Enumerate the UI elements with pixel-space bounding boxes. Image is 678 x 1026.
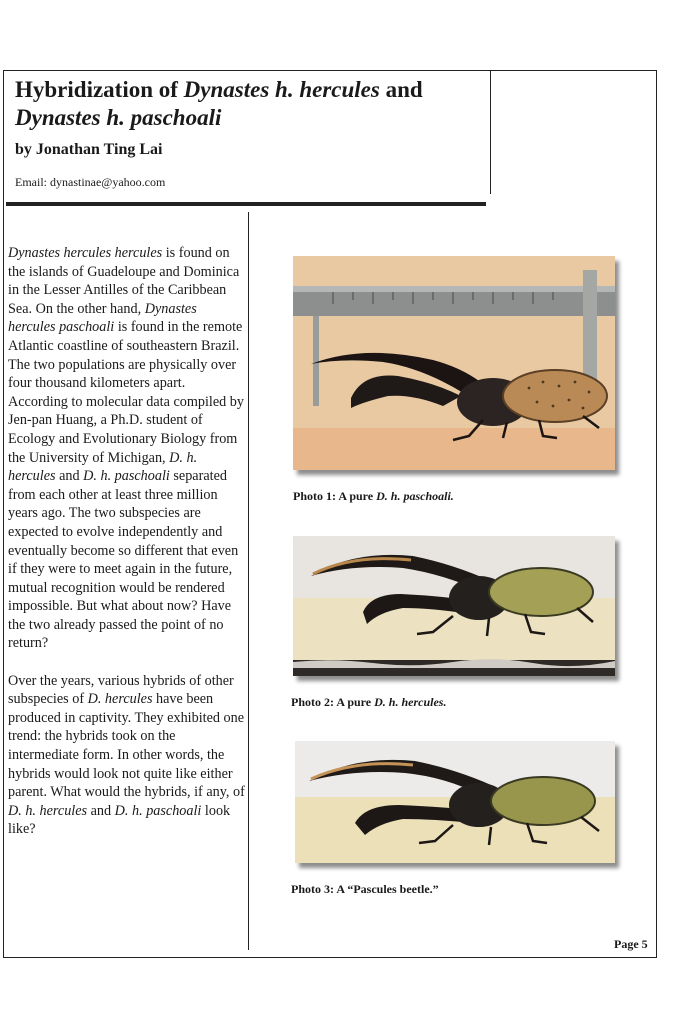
paragraph-1: Dynastes hercules hercules is found on the islands of Guadeloupe and Dominica in the Lesser Antilles of the Caribbean Sea. On the other hand, Dynastes hercules paschoali is found in the remote Atlantic coastline of southeastern Brazil. The two populations are physically over four thousand kilometers apart. According to molecular data compiled by Jen-pan Huang, a Ph.D. student of Ecology and Evolutionary Biology from the University of Michigan, D. h. hercules and D. h. paschoali separated from each other at least three million years ago. The two subspecies are expected to evolve independently and eventually become so different that even if they were to meet again in the future, mutual recognition would be rendered impossible. But what about now? Have the two already passed the point of no return? — [8, 245, 244, 652]
photo-3-hybrid — [295, 741, 615, 863]
article-body — [8, 244, 246, 858]
paragraph-2: Over the years, various hybrids of other subspecies of D. hercules have been produced in captivity. They exhibited one trend: the hybrids took on the intermediate form. In other words, the hybrids would look not quite like either parent. What would the hybrids, if any, of D. h. hercules and D. h. paschoali look like? — [8, 672, 245, 838]
photo-3-caption: Photo 3: A “Pascules beetle.” — [291, 882, 439, 896]
photo-1-caption: Photo 1: A pure D. h. paschoali. — [293, 489, 454, 503]
photo-2-caption: Photo 2: A pure D. h. hercules. — [291, 695, 447, 709]
article-title: Hybridization of Dynastes h. hercules and Dynastes h. paschoali — [15, 77, 423, 130]
title-divider — [6, 202, 486, 206]
column-divider — [248, 212, 249, 950]
photo-2-hercules — [293, 536, 615, 676]
author-email: Email: dynastinae@yahoo.com — [15, 175, 166, 189]
photo-1-paschoali — [293, 256, 615, 470]
page-number: Page 5 — [614, 937, 648, 951]
byline: by Jonathan Ting Lai — [15, 141, 163, 158]
